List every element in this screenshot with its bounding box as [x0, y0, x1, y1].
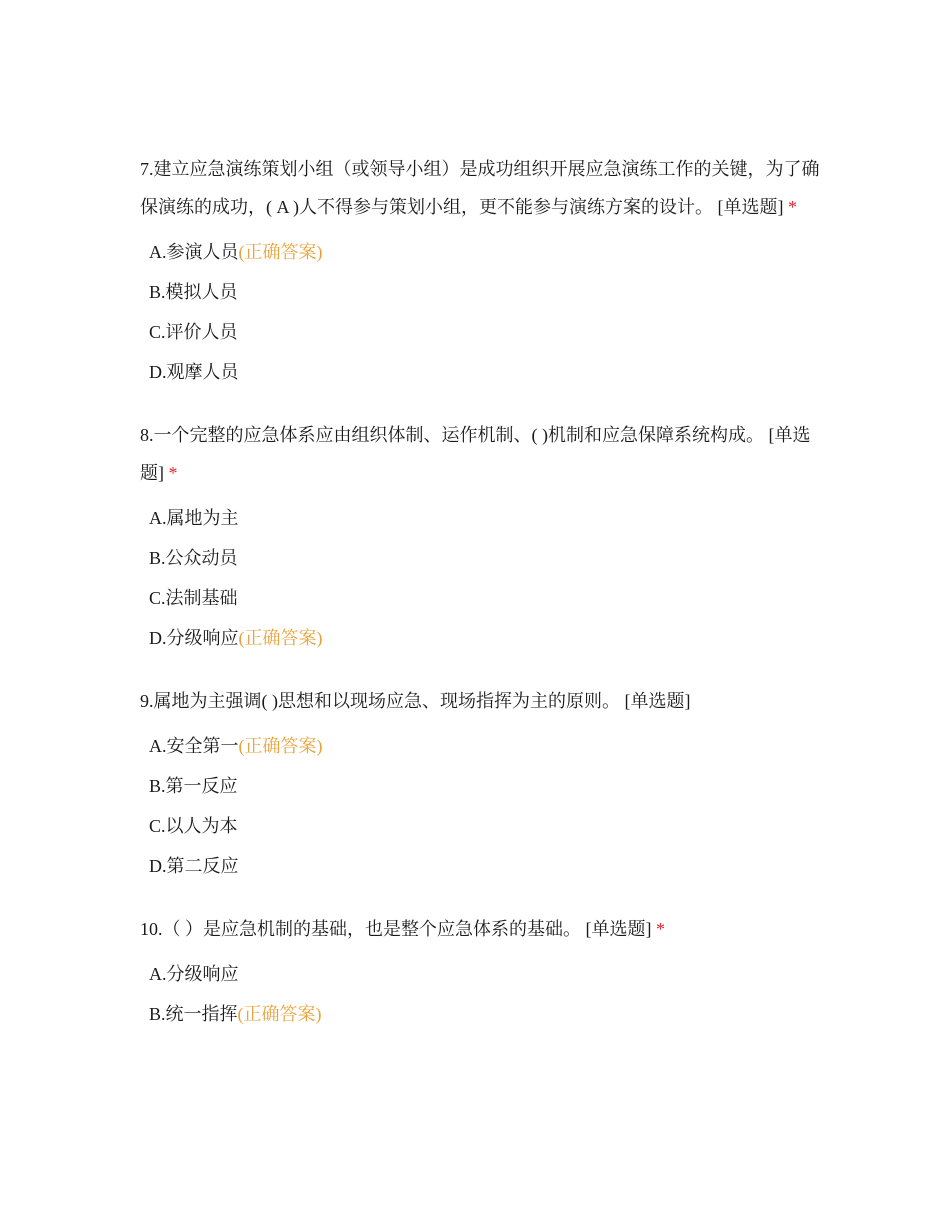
option-c[interactable] [149, 806, 820, 846]
option-list [140, 498, 820, 658]
option-list [140, 954, 820, 1034]
required-mark: * [656, 919, 665, 939]
option-b[interactable] [149, 766, 820, 806]
option-label: D.分级响应 [149, 628, 239, 648]
option-d[interactable] [149, 352, 820, 392]
question-type: [单选题] [624, 691, 691, 711]
option-list [140, 726, 820, 886]
option-label: B.公众动员 [149, 548, 238, 568]
option-label: C.以人为本 [149, 816, 238, 836]
question-text [140, 682, 820, 720]
question-type: [单选题] [585, 919, 652, 939]
option-label: D.第二反应 [149, 856, 239, 876]
option-list [140, 232, 820, 392]
option-a[interactable] [149, 498, 820, 538]
quiz-page [140, 150, 820, 1058]
required-mark: * [168, 463, 178, 483]
option-a[interactable] [149, 232, 820, 272]
required-mark: * [788, 197, 797, 217]
option-c[interactable] [149, 578, 820, 618]
correct-answer-mark: (正确答案) [238, 628, 323, 648]
option-label: B.统一指挥 [149, 1004, 238, 1024]
question-stem: 7.建立应急演练策划小组（或领导小组）是成功组织开展应急演练工作的关键，为了确保演练的成功，( A )人不得参与策划小组，更不能参与演练方案的设计。 [140, 159, 820, 217]
option-b[interactable] [149, 538, 820, 578]
question-10 [140, 910, 820, 1034]
question-text [140, 416, 820, 492]
option-a[interactable] [149, 954, 820, 994]
option-label: A.分级响应 [149, 964, 239, 984]
correct-answer-mark: (正确答案) [238, 736, 323, 756]
question-type: [单选题] [140, 425, 811, 483]
option-b[interactable] [149, 994, 820, 1034]
question-9 [140, 682, 820, 886]
option-d[interactable] [149, 846, 820, 886]
option-label: C.法制基础 [149, 588, 238, 608]
option-label: C.评价人员 [149, 322, 238, 342]
question-text [140, 910, 820, 948]
question-stem: 8.一个完整的应急体系应由组织体制、运作机制、( )机制和应急保障系统构成。 [140, 425, 764, 445]
option-label: A.参演人员 [149, 242, 239, 262]
option-label: A.属地为主 [149, 508, 239, 528]
option-a[interactable] [149, 726, 820, 766]
question-7 [140, 150, 820, 392]
option-label: D.观摩人员 [149, 362, 239, 382]
question-stem: 10.（ ）是应急机制的基础，也是整个应急体系的基础。 [140, 919, 581, 939]
question-8 [140, 416, 820, 658]
option-label: B.第一反应 [149, 776, 238, 796]
question-stem: 9.属地为主强调( )思想和以现场应急、现场指挥为主的原则。 [140, 691, 620, 711]
question-type: [单选题] [717, 197, 784, 217]
correct-answer-mark: (正确答案) [237, 1004, 322, 1024]
option-c[interactable] [149, 312, 820, 352]
option-d[interactable] [149, 618, 820, 658]
option-label: B.模拟人员 [149, 282, 238, 302]
question-text [140, 150, 820, 226]
correct-answer-mark: (正确答案) [238, 242, 323, 262]
option-b[interactable] [149, 272, 820, 312]
option-label: A.安全第一 [149, 736, 239, 756]
